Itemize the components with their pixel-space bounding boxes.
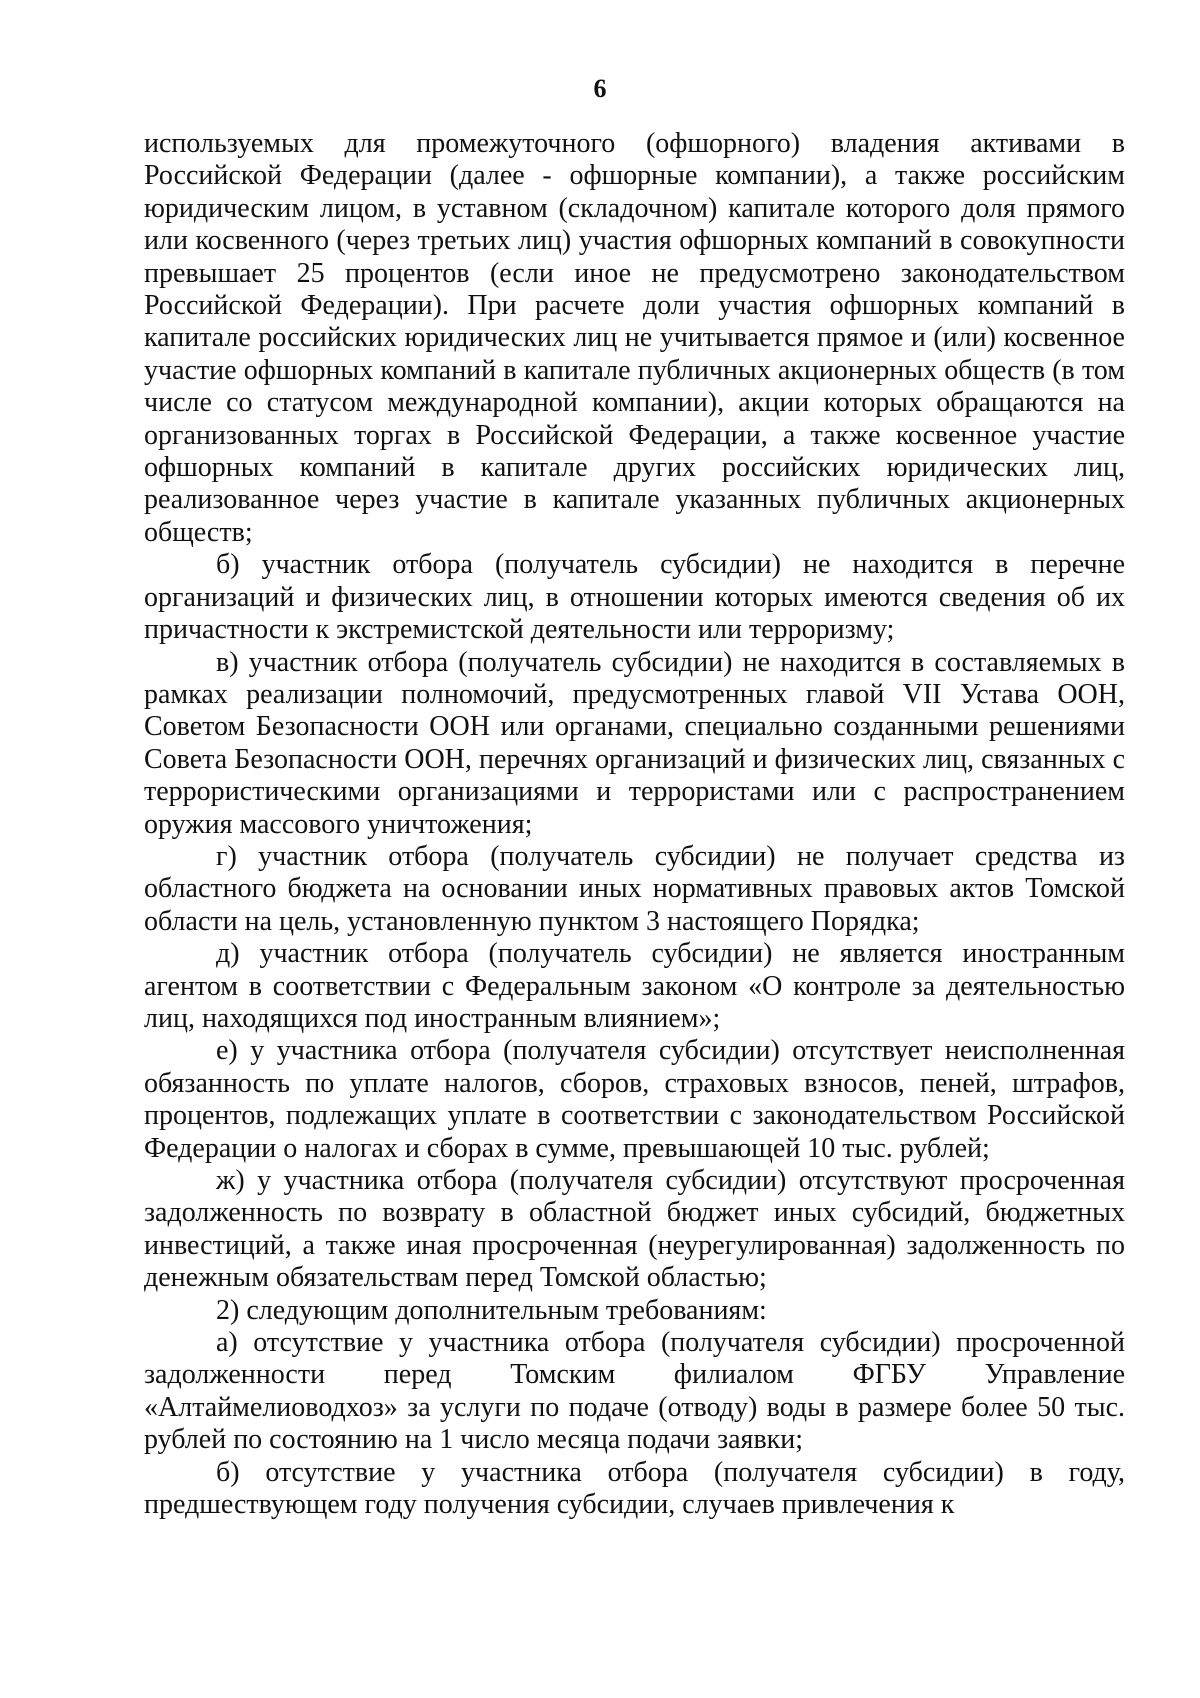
paragraph-item-b-extremism: б) участник отбора (получатель субсидии) не находится в перечне организаций и физических лиц, в отношении которых имеются сведения об их причастности к экстремистской деятельности или терроризму; bbox=[144, 549, 1125, 646]
paragraph-item-g-budget-funds: г) участник отбора (получатель субсидии) не получает средства из областного бюджета на основании иных нормативных правовых актов Томской области на цель, установленную пунктом 3 настоящего Порядка; bbox=[144, 840, 1125, 937]
paragraph-offshore-continuation: используемых для промежуточного (офшорного) владения активами в Российской Федерации (далее - офшорные компании), а также российским юридическим лицом, в уставном (складочном) капитале которого доля прямого или косвенного (через третьих лиц) участия офшорных компаний в совокупности превышает 25 процентов (если иное не предусмотрено законодательством Российской Федерации). При расчете доли участия офшорных компаний в капитале российских юридических лиц не учитывается прямое и (или) косвенное участие офшорных компаний в капитале публичных акционерных обществ (в том числе со статусом международной компании), акции которых обращаются на организованных торгах в Российской Федерации, а также косвенное участие офшорных компаний в капитале других российских юридических лиц, реализованное через участие в капитале указанных публичных акционерных обществ; bbox=[144, 128, 1125, 548]
paragraph-section-2-heading: 2) следующим дополнительным требованиям: bbox=[216, 1294, 767, 1326]
paragraph-item-v-un-lists: в) участник отбора (получатель субсидии) не находится в составляемых в рамках реализации полномочий, предусмотренных главой VII Устава ООН, Советом Безопасности ООН или органами, специально созданными решениями Совета Безопасности ООН, перечнях организаций и физических лиц, связанных с террористическими организациями и террористами или с распространением оружия массового уничтожения; bbox=[144, 646, 1125, 840]
paragraph-item-a-water-debt: а) отсутствие у участника отбора (получателя субсидии) просроченной задолженности перед Томским филиалом ФГБУ Управление «Алтаймелиоводхоз» за услуги по подаче (отводу) воды в размере более 50 тыс. рублей по состоянию на 1 число месяца подачи заявки; bbox=[144, 1327, 1125, 1456]
document-body bbox=[144, 128, 1125, 1521]
paragraph-item-e-tax-debt: е) у участника отбора (получателя субсидии) отсутствует неисполненная обязанность по уплате налогов, сборов, страховых взносов, пеней, штрафов, процентов, подлежащих уплате в соответствии с законодательством Российской Федерации о налогах и сборах в сумме, превышающей 10 тыс. рублей; bbox=[144, 1035, 1125, 1164]
page-number: 6 bbox=[593, 74, 607, 103]
paragraph-item-d-foreign-agent: д) участник отбора (получатель субсидии) не является иностранным агентом в соответствии с Федеральным законом «О контроле за деятельностью лиц, находящихся под иностранным влиянием»; bbox=[144, 938, 1125, 1034]
paragraph-item-zh-overdue-debt: ж) у участника отбора (получателя субсидии) отсутствуют просроченная задолженность по возврату в областной бюджет иных субсидий, бюджетных инвестиций, а также иная просроченная (неурегулированная) задолженность по денежным обязательствам перед Томской областью; bbox=[144, 1165, 1125, 1294]
paragraph-item-b-liability-cases: б) отсутствие у участника отбора (получателя субсидии) в году, предшествующем году получения субсидии, случаев привлечения к bbox=[144, 1456, 1125, 1521]
